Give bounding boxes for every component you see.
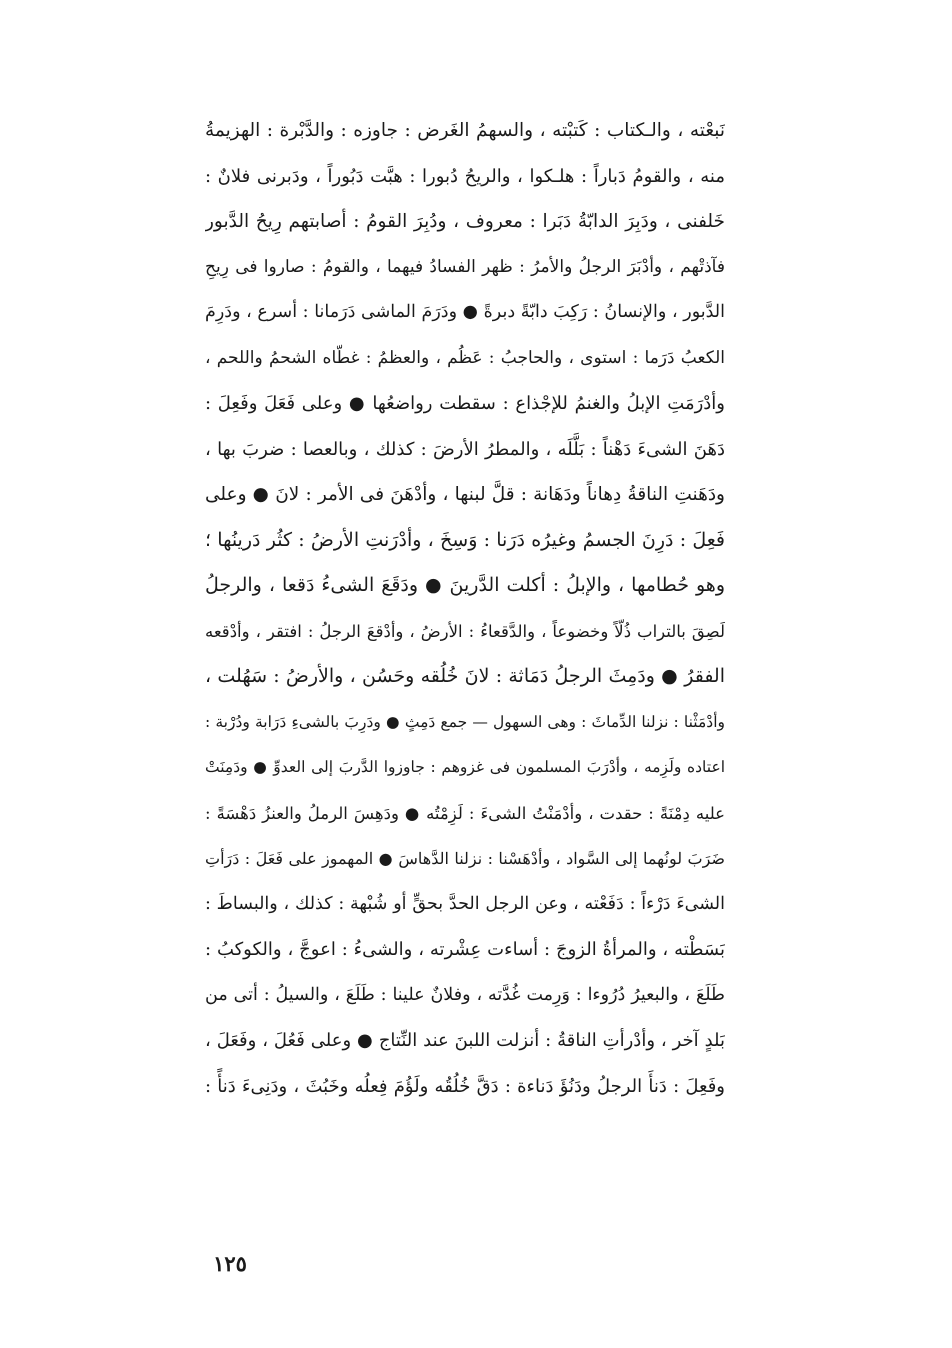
text-line: طَلَعَ ، والبعيرُ دُرُوءا : وَرِمت غُدَّته ، وفلانٌ علينا : طَلَعَ ، والسيلُ : أتى من: [205, 984, 725, 1005]
text-line: وفَعِلَ : دَنأَ الرجلُ ودَنُؤَ دَناءة : دَقَّ خُلُقُه ولَؤُمَ فِعلُه وخَبُثَ ، ودَنِىءَ دَنأً :: [205, 1075, 725, 1097]
text-line: وأدْمَثْنا : نزلنا الدِّماثَ : وهى السهول — جمع دَمِثٍ ● ودَرِبَ بالشىءِ دَرَابة ودُرْبة :: [205, 712, 725, 731]
text-line: خَلفنى ، ودَبِرَ الدابّةُ دَبَرا : معروف ، ودُبِرَ القومُ : أصابتهم رِيحُ الدَّبور: [205, 211, 725, 232]
text-line: فَعِلَ : دَرِنَ الجسمُ وغيرُه دَرَنا : وَسِخَ ، وأدْرَنتِ الأرضُ : كثُر دَرينُها ؛: [205, 528, 725, 551]
text-line: وأدْرَمَتِ الإبلُ والغنمُ للإجْذاع : سقطت رواضعُها ● وعلى فَعَلَ وفَعِلَ :: [205, 393, 725, 414]
text-line: منه ، والقومُ دَباراً : هلـكوا ، والريحُ دُبورا : هبَّت دَبُوراً ، ودَبرنى فلانٌ :: [205, 165, 725, 187]
text-line: بَلدٍ آخر ، وأدْرأتِ الناقةُ : أنزلت اللبنَ عند النِّتاج ● وعلى فَعُلَ ، وفَعَلَ ،: [205, 1030, 725, 1051]
text-line: الفقرُ ● ودَمِثَ الرجلُ دَمَاثة : لانَ خُلُقه وحَسُن ، والأرضُ : سَهُلت ،: [205, 665, 725, 687]
page-number: ١٢٥: [213, 1251, 247, 1276]
text-line: فآذتْهم ، وأدْبَرَ الرجلُ والأمرُ : ظهر الفسادُ فيهما ، والقومُ : صاروا فى رِيحِ: [205, 256, 725, 277]
text-line: الدَّبور ، والإنسانُ : رَكِبَ دابّةً دبرةً ● ودَرَمَ الماشى دَرَمانا : أسرع ، ودَرِمَ: [205, 302, 725, 322]
text-line: لَصِقَ بالتراب ذُلّاً وخضوعاً ، والدَّقعاءُ : الأرضُ ، وأدْقعَ الرجلُ : افتقر ، وأدْقعه: [205, 621, 725, 641]
text-line: نَبعْته ، والـكتاب : كَتبْته ، والسهمُ الغَرض : جاوزه : والدَّبْرة : الهزيمةُ: [205, 120, 725, 141]
text-line: ودَهَنتِ الناقةُ دِهاناً ودَهَانة : قلَّ لبنها ، وأدْهَنَ فى الأمر : لانَ ● وعلى: [205, 484, 725, 505]
text-line: عليه دِمْنَةً : حقدت ، وأدْمَنْتُ الشىءَ : لَزِمْتُه ● ودَهِسَ الرملُ والعنزُ دَهْسَةً :: [205, 803, 725, 823]
text-line: دَهَنَ الشىءَ دَهْناً : بَلَّلَه ، والمطرُ الأرضَ : كذلك ، وبالعصا : ضربَ بها ،: [205, 438, 725, 460]
text-line: ضَرَبَ لونُهما إلى السَّواد ، وأدْهَسْنا : نزلنا الدَّهاسَ ● المهموز على فَعَلَ : دَرَأتِ: [205, 849, 725, 868]
text-line: اعتاده ولَزِمه ، وأدْرَبَ المسلمون فى غزوهم : جاوزوا الدَّربَ إلى العدوِّ ● ودَمِنَتْ: [205, 758, 725, 776]
text-line: الشىءَ دَرْءاً : دَفَعْته ، وعن الرجل الحدَّ بحقٍّ أو شُبْهة : كذلك ، والبساطَ :: [205, 893, 725, 914]
body-text: [205, 108, 725, 1109]
text-line: وهو حُطامها ، والإبلُ : أكلت الدَّرينَ ● ودَقَعَ الشىءُ دَقعا ، والرجلُ: [205, 574, 725, 596]
text-line: الكعبُ دَرَما : استوى ، والحاجبُ : عَظُم ، والعظمُ : غطّاه الشحمُ واللحم ،: [205, 347, 725, 368]
text-line: بَسَطْته ، والمرأةُ الزوجَ : أساءت عِشْرته ، والشىءُ : اعوجَّ ، والكوكبُ :: [205, 939, 725, 960]
